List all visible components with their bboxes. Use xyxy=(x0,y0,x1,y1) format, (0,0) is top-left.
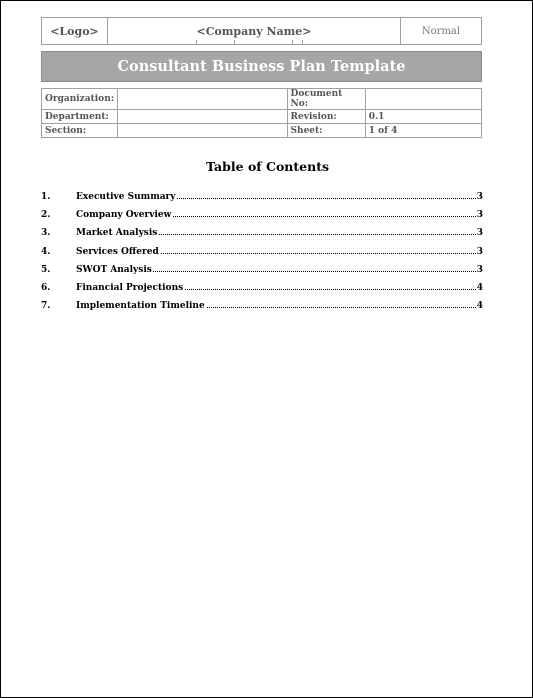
department-label: Department: xyxy=(42,110,118,124)
document-info-table xyxy=(41,88,482,138)
divider xyxy=(302,40,303,45)
toc-link[interactable]: SWOT Analysis xyxy=(76,264,152,275)
toc-link[interactable]: Executive Summary xyxy=(76,192,176,203)
toc-link[interactable]: Services Offered xyxy=(76,246,159,257)
toc-page-number: 4 xyxy=(476,283,483,294)
organization-label: Organization: xyxy=(42,89,118,110)
toc-entry-market-analysis[interactable] xyxy=(41,224,483,242)
logo-placeholder: <Logo> xyxy=(42,18,108,44)
table-of-contents xyxy=(41,188,483,315)
toc-heading: Table of Contents xyxy=(205,159,330,174)
sheet-value: 1 of 4 xyxy=(365,124,481,138)
divider xyxy=(234,40,235,45)
toc-page-number: 3 xyxy=(476,264,483,275)
toc-number: 3. xyxy=(41,228,51,239)
toc-entry-financial-projections[interactable] xyxy=(41,279,483,297)
revision-label: Revision: xyxy=(287,110,365,124)
company-name xyxy=(108,18,401,44)
sheet-label: Sheet: xyxy=(287,124,365,138)
header-table xyxy=(41,17,482,45)
table-row xyxy=(42,89,482,110)
document-title: Consultant Business Plan Template xyxy=(41,51,482,82)
toc-page-number: 3 xyxy=(476,192,483,203)
toc-number: 5. xyxy=(41,264,51,275)
toc-page-number: 3 xyxy=(476,228,483,239)
toc-page-number: 3 xyxy=(476,246,483,257)
toc-entry-implementation-timeline[interactable] xyxy=(41,297,483,315)
department-value xyxy=(118,110,287,124)
toc-number: 7. xyxy=(41,301,51,312)
table-row xyxy=(42,110,482,124)
document-no-label: Document No: xyxy=(287,89,365,110)
status-label: Normal xyxy=(421,25,461,37)
toc-link[interactable]: Market Analysis xyxy=(76,228,158,239)
organization-value xyxy=(118,89,287,110)
toc-page-number: 4 xyxy=(476,301,483,312)
divider xyxy=(292,40,293,45)
toc-page-number: 3 xyxy=(476,210,483,221)
table-row xyxy=(42,124,482,138)
toc-number: 6. xyxy=(41,283,51,294)
toc-link[interactable]: Implementation Timeline xyxy=(76,301,205,312)
section-value xyxy=(118,124,287,138)
company-name-text: <Company Name> xyxy=(196,24,312,38)
document-no-value xyxy=(365,89,481,110)
section-label: Section: xyxy=(42,124,118,138)
toc-entry-executive-summary[interactable] xyxy=(41,188,483,206)
revision-value: 0.1 xyxy=(365,110,481,124)
toc-entry-swot-analysis[interactable] xyxy=(41,261,483,279)
toc-number: 4. xyxy=(41,246,51,257)
toc-link[interactable]: Company Overview xyxy=(76,210,172,221)
toc-entry-company-overview[interactable] xyxy=(41,206,483,224)
divider xyxy=(196,40,197,45)
toc-entry-services-offered[interactable] xyxy=(41,243,483,261)
toc-number: 1. xyxy=(41,192,51,203)
toc-link[interactable]: Financial Projections xyxy=(76,283,184,294)
toc-number: 2. xyxy=(41,210,51,221)
